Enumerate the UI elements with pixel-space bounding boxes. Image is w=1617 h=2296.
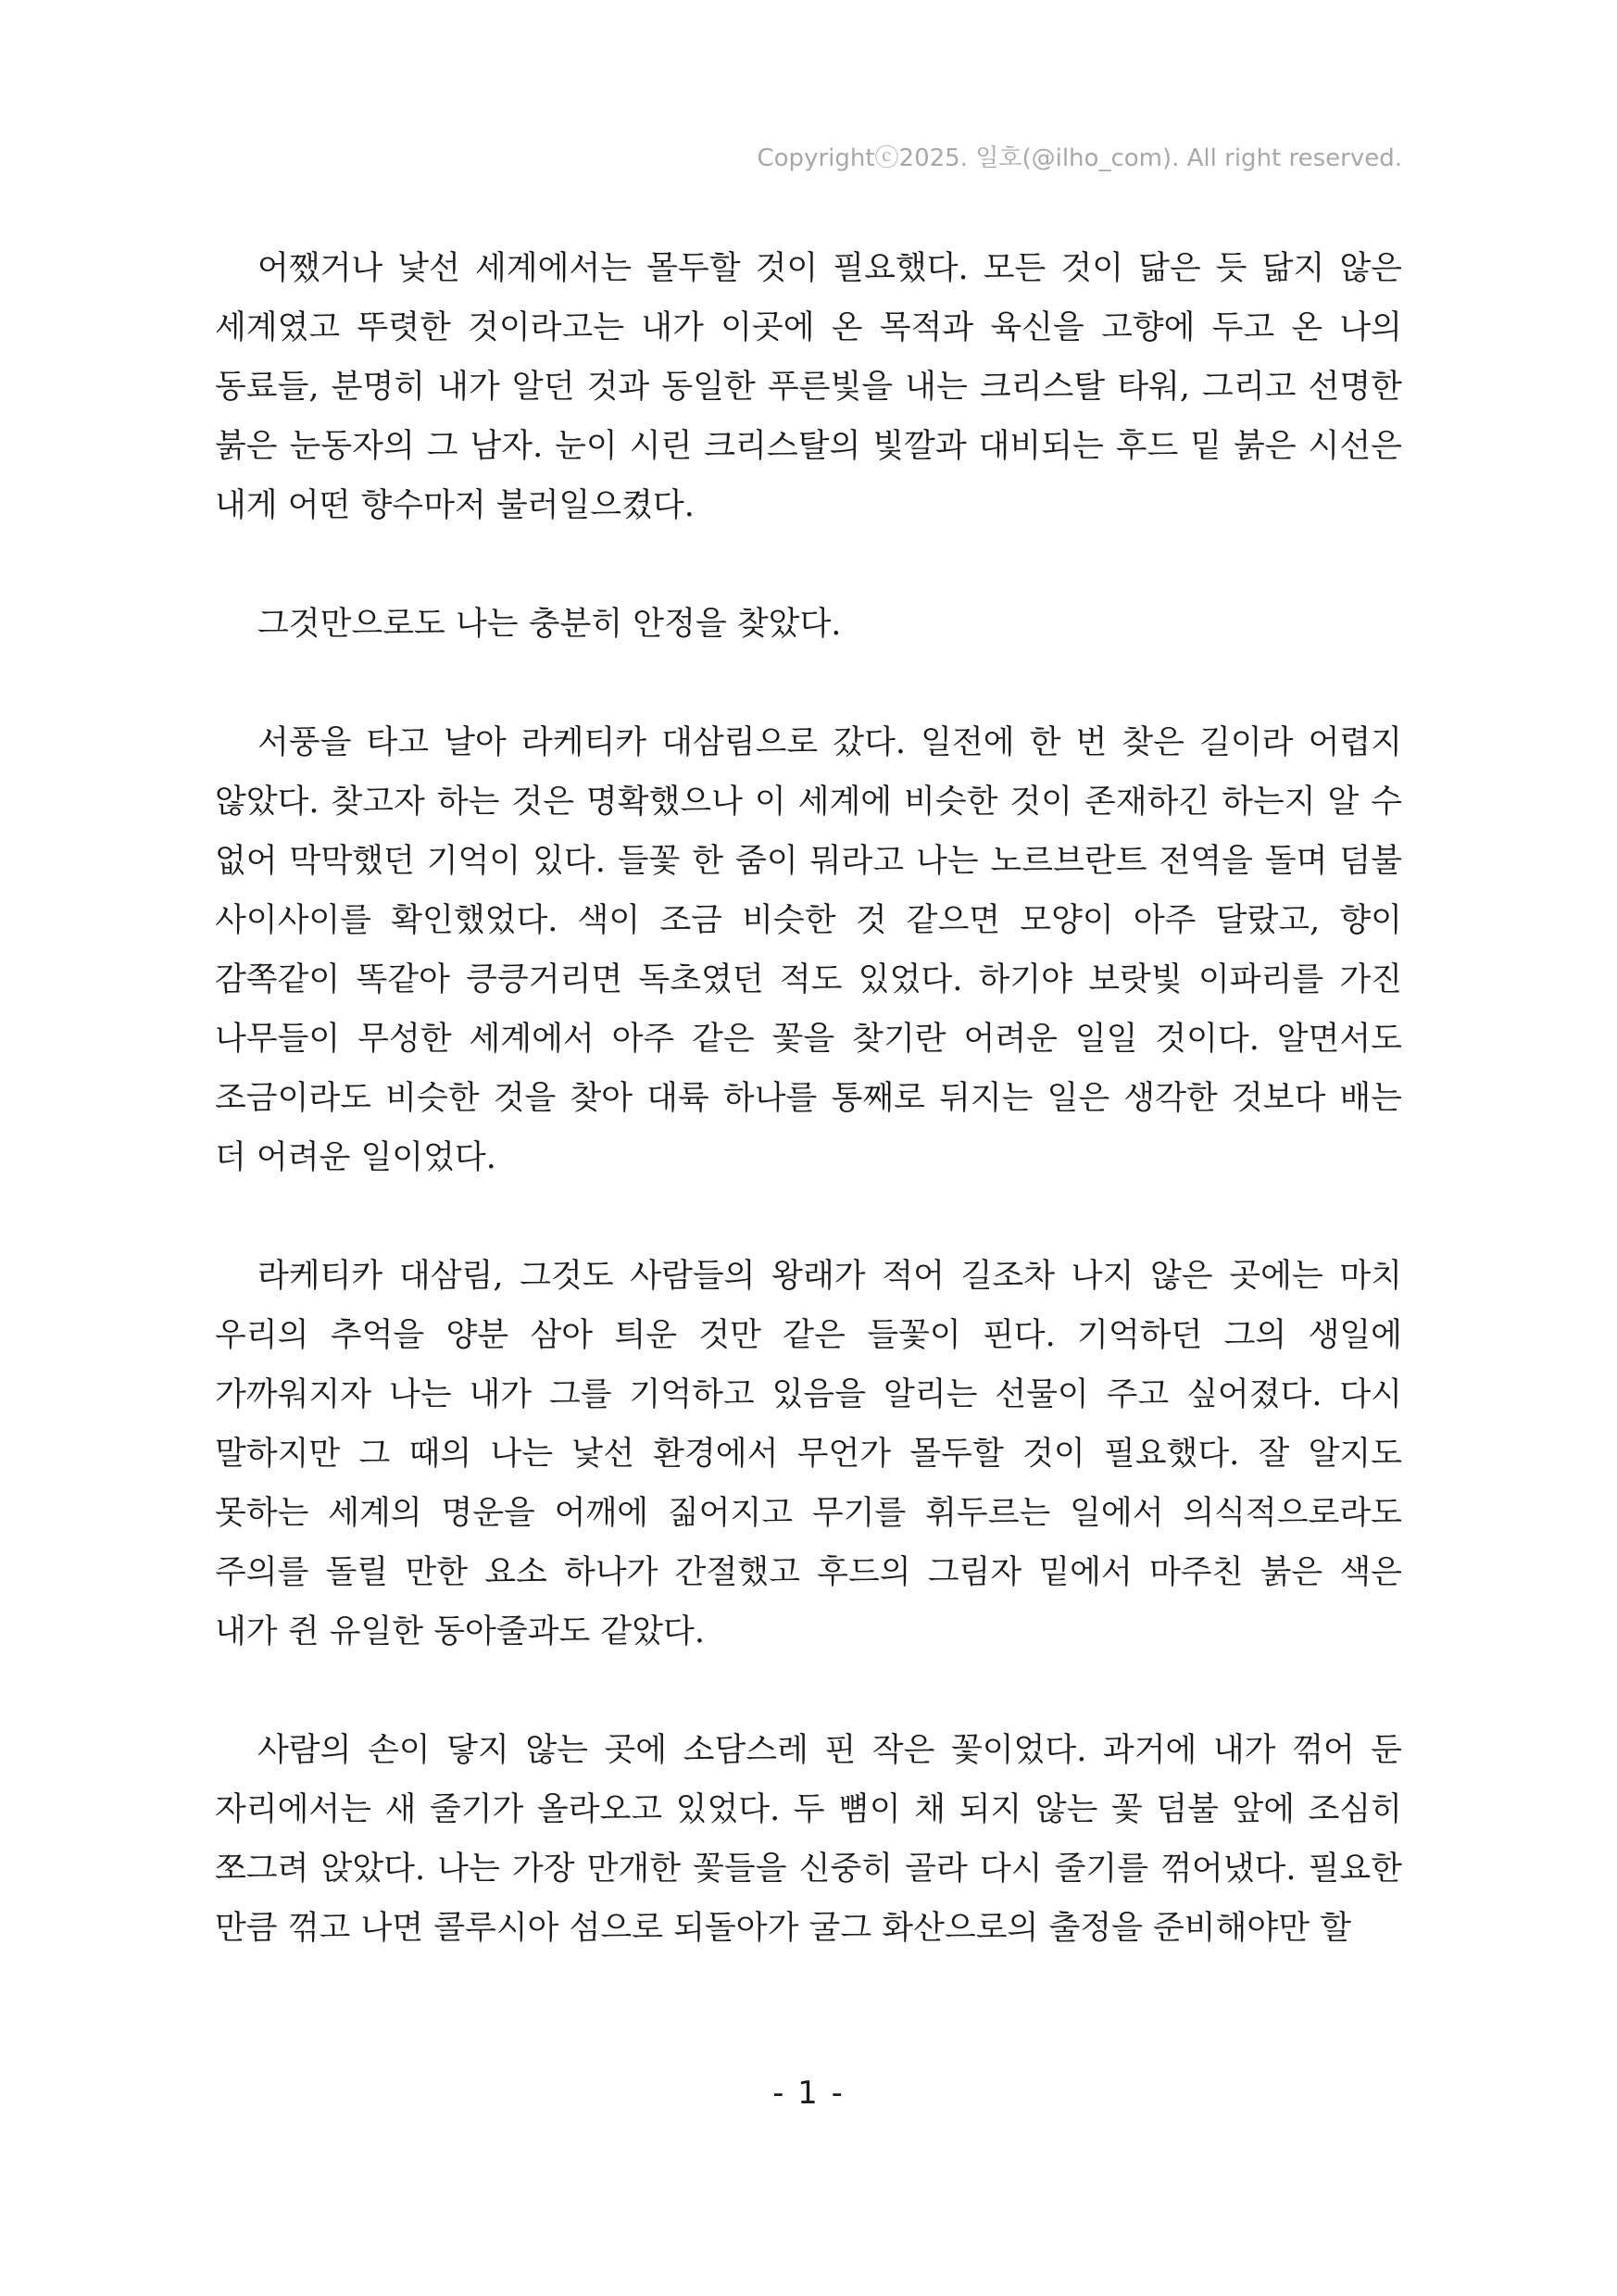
paragraph: 그것만으로도 나는 충분히 안정을 찾았다. xyxy=(257,606,842,643)
paragraph: 사람의 손이 닿지 않는 곳에 소담스레 핀 작은 꽃이었다. 과거에 내가 꺾어 둔 자리에서는 새 줄기가 올라오고 있었다. 두 뼘이 채 되지 않는 꽃 덤불 앞에 조심히 쪼그려 앉았다. 나는 가장 만개한 꽃들을 신중히 골라 다시 줄기를 꺾어냈다. 필요한 만큼 꺾고 나면 콜루시아 섬으로 되돌아가 굴그 화산으로의 출정을 준비해야만 할 xyxy=(215,1732,1402,1947)
paragraph-gap xyxy=(215,1187,1402,1247)
paragraph: 어쨌거나 낯선 세계에서는 몰두할 것이 필요했다. 모든 것이 닮은 듯 닮지 않은 세계였고 뚜렷한 것이라고는 내가 이곳에 온 목적과 육신을 고향에 두고 온 나의 동료들, 분명히 내가 알던 것과 동일한 푸른빛을 내는 크리스탈 타워, 그리고 선명한 붉은 눈동자의 그 남자. 눈이 시린 크리스탈의 빛깔과 대비되는 후드 밑 붉은 시선은 내게 어떤 향수마저 불러일으켰다. xyxy=(215,250,1402,524)
paragraph-gap xyxy=(215,654,1402,713)
body-text xyxy=(215,239,1402,1958)
paragraph: 라케티카 대삼림, 그것도 사람들의 왕래가 적어 길조차 나지 않은 곳에는 마치 우리의 추억을 양분 삼아 틔운 것만 같은 들꽃이 핀다. 기억하던 그의 생일에 가까워지자 나는 내가 그를 기억하고 있음을 알리는 선물이 주고 싶어졌다. 다시 말하지만 그 때의 나는 낯선 환경에서 무언가 몰두할 것이 필요했다. 잘 알지도 못하는 세계의 명운을 어깨에 짊어지고 무기를 휘두르는 일에서 의식적으로라도 주의를 돌릴 만한 요소 하나가 간절했고 후드의 그림자 밑에서 마주친 붉은 색은 내가 쥔 유일한 동아줄과도 같았다. xyxy=(215,1258,1402,1650)
paragraph: 서풍을 타고 날아 라케티카 대삼림으로 갔다. 일전에 한 번 찾은 길이라 어렵지 않았다. 찾고자 하는 것은 명확했으나 이 세계에 비슷한 것이 존재하긴 하는지 알 수 없어 막막했던 기억이 있다. 들꽃 한 줌이 뭐라고 나는 노르브란트 전역을 돌며 덤불 사이사이를 확인했었다. 색이 조금 비슷한 것 같으면 모양이 아주 달랐고, 향이 감쪽같이 똑같아 킁킁거리면 독초였던 적도 있었다. 하기야 보랏빛 이파리를 가진 나무들이 무성한 세계에서 아주 같은 꽃을 찾기란 어려운 일일 것이다. 알면서도 조금이라도 비슷한 것을 찾아 대륙 하나를 통째로 뒤지는 일은 생각한 것보다 배는 더 어려운 일이었다. xyxy=(215,724,1402,1176)
paragraph-gap xyxy=(215,1662,1402,1721)
paragraph-gap xyxy=(215,535,1402,595)
copyright-notice: Copyrightⓒ2025. 일호(@ilho_com). All right reserved. xyxy=(757,144,1402,172)
page-number: - 1 - xyxy=(772,2075,845,2112)
